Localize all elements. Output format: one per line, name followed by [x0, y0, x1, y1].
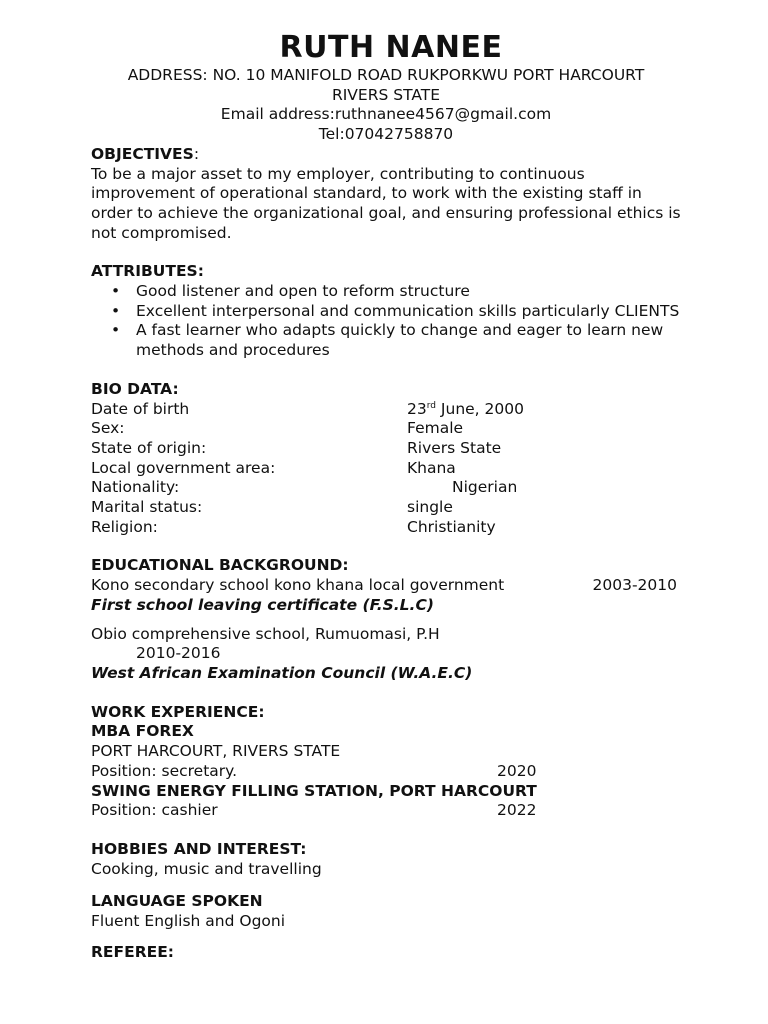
- bio-row: [91, 518, 691, 538]
- languages-text: Fluent English and Ogoni: [91, 912, 286, 931]
- list-item: [91, 321, 691, 360]
- bio-row: [91, 400, 691, 420]
- bio-value: Christianity: [407, 517, 496, 536]
- attributes-section: [91, 262, 691, 361]
- bio-value: Nigerian: [452, 478, 518, 497]
- job-position: Position: cashier: [91, 801, 218, 820]
- list-item: [91, 302, 691, 322]
- attributes-list: [91, 282, 691, 361]
- applicant-name: RUTH NANEE: [279, 30, 503, 65]
- bio-label: Nationality:: [91, 478, 180, 497]
- job-position-row: [91, 762, 691, 782]
- bio-row: [91, 419, 691, 439]
- education-section: [91, 556, 691, 683]
- dob-day: 23: [407, 399, 427, 418]
- attribute-text: Good listener and open to reform structure: [136, 282, 470, 301]
- bio-label: Sex:: [91, 419, 125, 438]
- languages-section: [91, 892, 691, 931]
- address-line-2: RIVERS STATE: [331, 85, 441, 104]
- objectives-text: To be a major asset to my employer, contributing to continuous improvement of operational standard, to work with the existing staff in order to achieve the organizational goal, and ensuring professional ethics is not compromised.: [91, 164, 681, 242]
- spacer: [91, 537, 691, 556]
- job-year: 2020: [497, 761, 537, 780]
- work-section: [91, 703, 691, 821]
- attribute-text: A fast learner who adapts quickly to change and eager to learn new methods and procedures: [136, 321, 664, 360]
- job-year: 2022: [497, 801, 537, 820]
- spacer: [91, 879, 691, 892]
- bio-label: Religion:: [91, 517, 158, 536]
- bio-value: Rivers State: [407, 438, 502, 457]
- referee-section: [91, 943, 691, 963]
- certificate-name: First school leaving certificate (F.S.L.C): [91, 595, 434, 614]
- employer-name: MBA FOREX: [91, 722, 194, 741]
- bio-value: Khana: [407, 458, 456, 477]
- bio-label: Marital status:: [91, 498, 203, 517]
- email-line: Email address:ruthnanee4567@gmail.com: [220, 105, 552, 124]
- languages-heading: LANGUAGE SPOKEN: [91, 892, 263, 911]
- employer-name: SWING ENERGY FILLING STATION, PORT HARCOURT: [91, 781, 537, 800]
- hobbies-text: Cooking, music and travelling: [91, 859, 322, 878]
- bullet-icon: •: [111, 301, 121, 320]
- spacer: [91, 616, 691, 625]
- objectives-heading-line: [91, 145, 691, 165]
- bio-data-section: [91, 380, 691, 538]
- bio-row: [91, 459, 691, 479]
- employer-location: PORT HARCOURT, RIVERS STATE: [91, 742, 341, 761]
- bio-value: single: [407, 498, 453, 517]
- objectives-heading: OBJECTIVES: [91, 144, 194, 163]
- hobbies-section: [91, 840, 691, 879]
- bio-value: [407, 400, 524, 420]
- bullet-icon: •: [111, 321, 121, 340]
- education-heading: EDUCATIONAL BACKGROUND:: [91, 556, 349, 575]
- bio-row: [91, 498, 691, 518]
- bullet-icon: •: [111, 282, 121, 301]
- work-heading: WORK EXPERIENCE:: [91, 702, 265, 721]
- spacer: [91, 821, 691, 840]
- school-name: Obio comprehensive school, Rumuomasi, P.H: [91, 624, 440, 643]
- school-name: Kono secondary school kono khana local government: [91, 576, 505, 595]
- spacer: [91, 243, 691, 262]
- bio-label: Local government area:: [91, 458, 276, 477]
- certificate-name: West African Examination Council (W.A.E.C): [91, 663, 473, 682]
- school-years: 2003-2010: [592, 576, 677, 595]
- tel-line: Tel:07042758870: [318, 125, 454, 144]
- spacer: [91, 361, 691, 380]
- objectives-section: [91, 145, 691, 244]
- spacer: [91, 684, 691, 703]
- bio-row: [91, 439, 691, 459]
- referee-heading: REFEREE:: [91, 942, 175, 961]
- spacer: [91, 932, 691, 943]
- bio-label: State of origin:: [91, 438, 207, 457]
- attributes-heading: ATTRIBUTES:: [91, 262, 204, 281]
- school-years: 2010-2016: [136, 644, 221, 663]
- hobbies-heading: HOBBIES AND INTEREST:: [91, 839, 307, 858]
- bio-label: Date of birth: [91, 399, 190, 418]
- resume-page: [91, 30, 691, 962]
- bio-data-heading: BIO DATA:: [91, 379, 179, 398]
- education-entry: [91, 576, 677, 596]
- dob-rest: June, 2000: [436, 399, 524, 418]
- job-position-row: [91, 801, 691, 821]
- bio-row: [91, 478, 691, 498]
- list-item: [91, 282, 691, 302]
- job-position: Position: secretary.: [91, 761, 238, 780]
- bio-value: Female: [407, 419, 464, 438]
- attribute-text: Excellent interpersonal and communication skills particularly CLIENTS: [136, 301, 680, 320]
- objectives-colon: :: [193, 144, 200, 163]
- address-line-1: ADDRESS: NO. 10 MANIFOLD ROAD RUKPORKWU PORT HARCOURT: [127, 66, 645, 84]
- dob-ordinal: rd: [426, 400, 436, 411]
